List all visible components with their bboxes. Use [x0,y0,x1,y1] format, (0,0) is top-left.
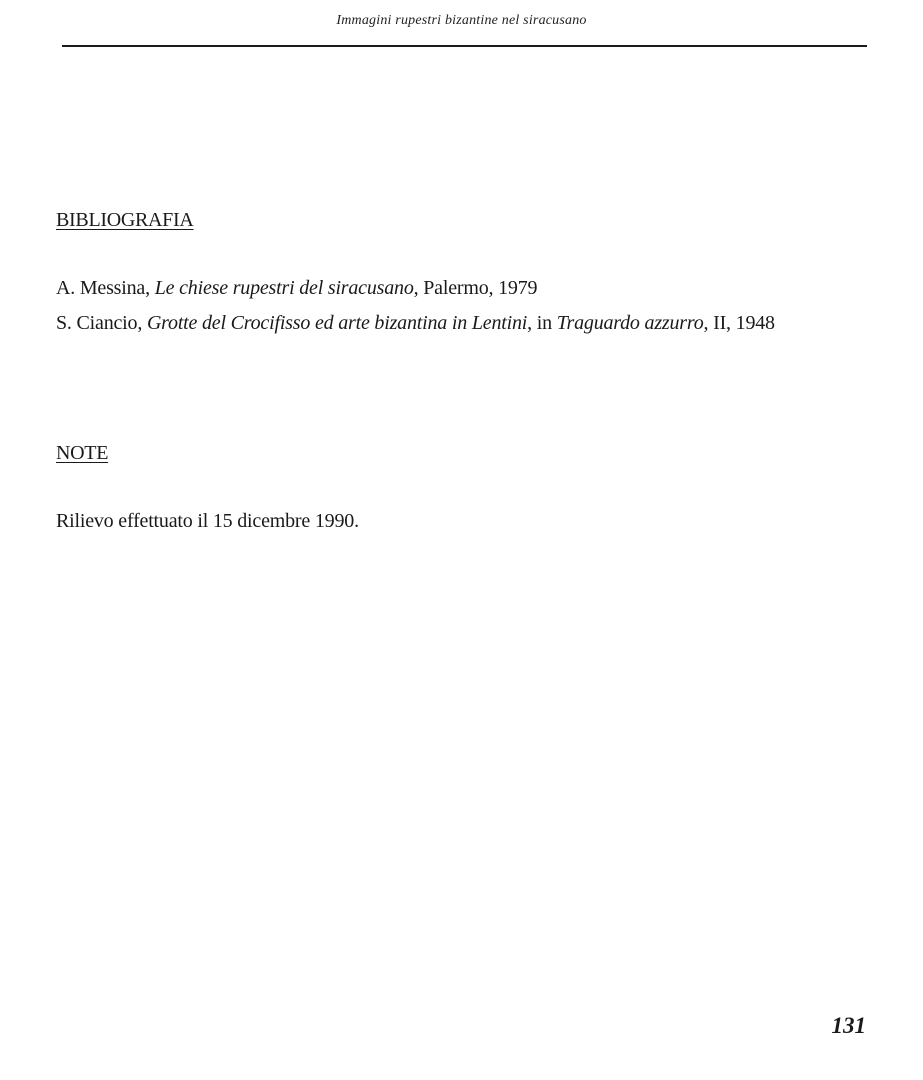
entry-title: Le chiese rupestri del siracusano [154,277,414,299]
bibliography-entry [56,312,775,335]
header-rule [62,45,867,47]
entry-publication: , Palermo, 1979 [413,277,538,299]
bibliography-heading: BIBLIOGRAFIA [56,209,194,231]
entry-author: S. Ciancio, [56,312,147,334]
entry-author: A. Messina, [56,277,155,299]
bibliography-entry [56,277,537,300]
entry-publication: , II, 1948 [703,312,775,334]
running-header: Immagini rupestri bizantine nel siracusano [336,13,587,28]
page-number: 131 [831,1013,866,1038]
notes-heading: NOTE [56,442,109,464]
entry-connector: , in [527,312,557,334]
note-text: Rilievo effettuato il 15 dicembre 1990. [56,510,359,532]
entry-journal: Traguardo azzurro [556,312,704,334]
entry-title: Grotte del Crocifisso ed arte bizantina in Lentini [146,312,528,334]
